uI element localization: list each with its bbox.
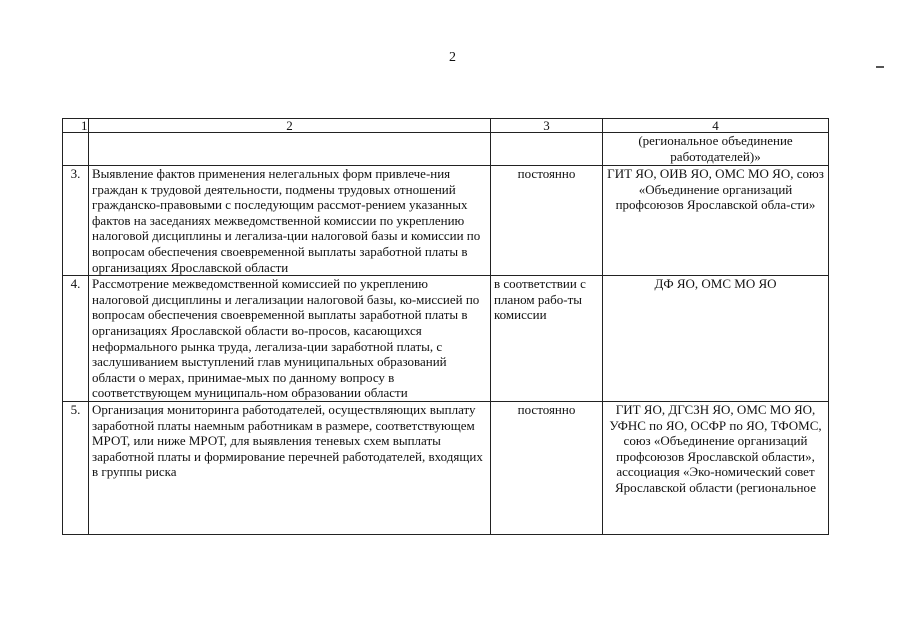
- cell-period: постоянно: [491, 401, 603, 534]
- table-row: [63, 166, 829, 276]
- table-row: [63, 401, 829, 534]
- cell-text: Рассмотрение межведомственной комиссией по укреплению налоговой дисциплины и легализации налоговой базы, ко-миссией по вопросам обеспечения своевременной выплаты заработной платы в организациях Ярославской области во-просов, касающихся неформального рынка труда, легализа-ции заработной платы, с заслушиванием выступлений глав муниципальных образований области о мерах, принимае-мых по данному вопросу в соответствующем муниципаль-ном образовании области: [89, 276, 491, 402]
- header-col-3: 3: [491, 119, 603, 133]
- table-row: [63, 276, 829, 402]
- table-header-row: [63, 119, 829, 133]
- cell-num: 5.: [63, 401, 89, 534]
- page-number: 2: [449, 50, 456, 65]
- cell-num: 3.: [63, 166, 89, 276]
- cell-executors: (региональное объединение работодателей)»: [603, 133, 829, 166]
- cell-text: Организация мониторинга работодателей, осуществляющих выплату заработной платы наемным работникам в размере, соответствующем МРОТ, или ниже МРОТ, для выявления теневых схем выплаты заработной платы и формирование перечней работодателей, входящих в группы риска: [89, 401, 491, 534]
- cell-period: [491, 133, 603, 166]
- cell-period: постоянно: [491, 166, 603, 276]
- cell-num: 4.: [63, 276, 89, 402]
- header-col-2: 2: [89, 119, 491, 133]
- cell-text: Выявление фактов применения нелегальных форм привлече-ния граждан к трудовой деятельности, подмены трудовых отношений гражданско-правовыми с последующим рассмот-рением указанных фактов на заседаниях межведомственной комиссии по укреплению налоговой дисциплины и легализа-ции налоговой базы и комиссии по вопросам обеспечения своевременной выплаты заработной платы в организациях Ярославской области: [89, 166, 491, 276]
- continuation-row: [63, 133, 829, 166]
- header-col-1: 1: [63, 119, 89, 133]
- scan-mark: [876, 66, 884, 68]
- cell-executors: ГИТ ЯО, ОИВ ЯО, ОМС МО ЯО, союз «Объединение организаций профсоюзов Ярославской обла-сти»: [603, 166, 829, 276]
- measures-table: [62, 118, 829, 535]
- cell-executors: ДФ ЯО, ОМС МО ЯО: [603, 276, 829, 402]
- header-col-4: 4: [603, 119, 829, 133]
- cell-num: [63, 133, 89, 166]
- cell-executors: ГИТ ЯО, ДГСЗН ЯО, ОМС МО ЯО, УФНС по ЯО, ОСФР по ЯО, ТФОМС, союз «Объединение организаций профсоюзов Ярославской области», ассоциация «Эко-номический совет Ярославской области (региональное: [603, 401, 829, 534]
- cell-text: [89, 133, 491, 166]
- cell-period: в соответствии с планом рабо-ты комиссии: [491, 276, 603, 402]
